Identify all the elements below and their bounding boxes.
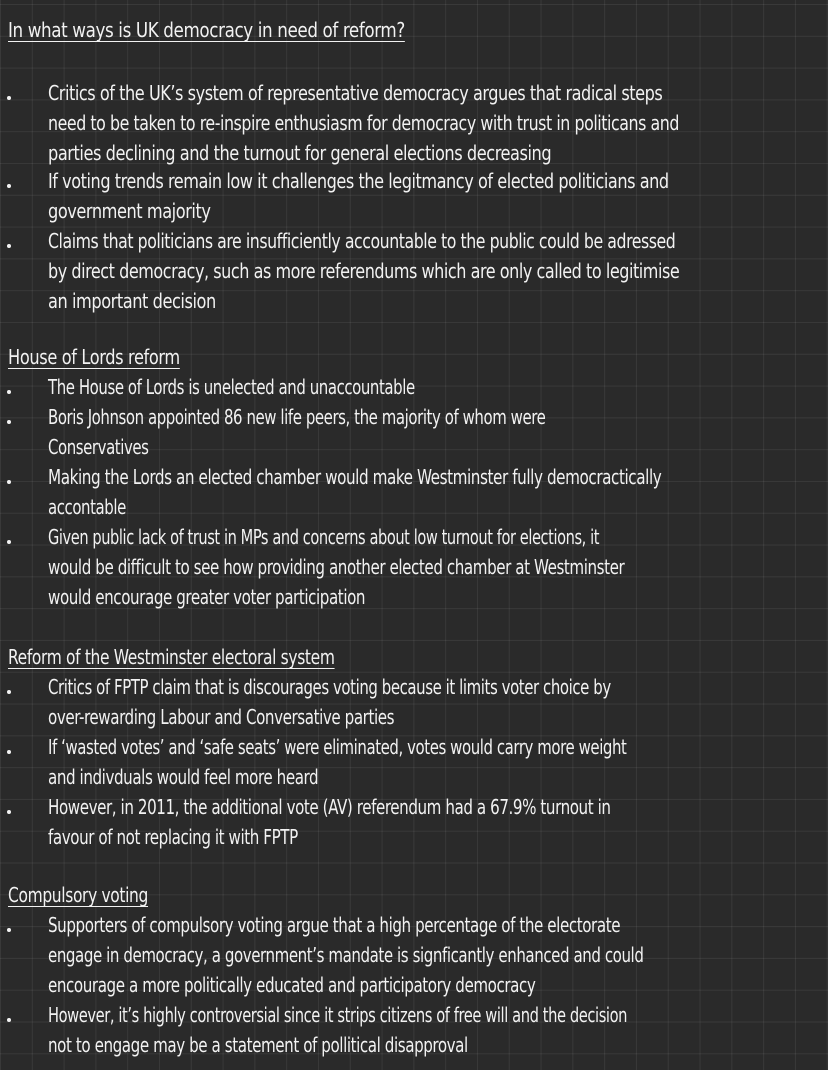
bullet-dot-icon <box>7 390 11 394</box>
bullet-line: accontable <box>48 495 126 519</box>
bullet-line: Conservatives <box>48 435 149 459</box>
bullet-dot-icon <box>7 480 11 484</box>
bullet-line: The House of Lords is unelected and unaccountable <box>48 375 415 399</box>
bullet-line: would be difficult to see how providing another elected chamber at Westminster <box>48 555 625 579</box>
bullet-line: Supporters of compulsory voting argue that a high percentage of the electorate <box>48 913 621 937</box>
bullet-line: parties declining and the turnout for general elections decreasing <box>48 141 552 165</box>
bullet-line: an important decision <box>48 289 216 313</box>
bullet-line: Critics of FPTP claim that is discourages voting because it limits voter choice by <box>48 675 611 699</box>
bullet-line: Claims that politicians are insufficiently accountable to the public could be adressed <box>48 229 676 253</box>
section-heading: Compulsory voting <box>8 883 149 907</box>
bullet-line: over-rewarding Labour and Conversative parties <box>48 705 395 729</box>
section-heading: Reform of the Westminster electoral system <box>8 645 335 669</box>
bullet-line: However, it’s highly controversial since it strips citizens of free will and the decision <box>48 1003 628 1027</box>
bullet-dot-icon <box>7 420 11 424</box>
bullet-line: and indivduals would feel more heard <box>48 765 319 789</box>
bullet-dot-icon <box>7 244 11 248</box>
bullet-line: However, in 2011, the additional vote (AV) referendum had a 67.9% turnout in <box>48 795 611 819</box>
bullet-line: Critics of the UK’s system of representative democracy argues that radical steps <box>48 81 663 105</box>
bullet-dot-icon <box>7 750 11 754</box>
section-heading: House of Lords reform <box>8 345 180 369</box>
section-heading: In what ways is UK democracy in need of reform? <box>8 18 405 42</box>
bullet-dot-icon <box>7 540 11 544</box>
bullet-dot-icon <box>7 810 11 814</box>
bullet-line: If voting trends remain low it challenges the legitmancy of elected politicians and <box>48 169 669 193</box>
bullet-line: engage in democracy, a government’s mandate is signficantly enhanced and could <box>48 943 644 967</box>
bullet-line: If ‘wasted votes’ and ‘safe seats’ were eliminated, votes would carry more weight <box>48 735 627 759</box>
bullet-line: government majority <box>48 199 211 223</box>
bullet-line: by direct democracy, such as more referendums which are only called to legitimise <box>48 259 680 283</box>
bullet-line: favour of not replacing it with FPTP <box>48 825 298 849</box>
bullet-line: Making the Lords an elected chamber would make Westminster fully democractically <box>48 465 662 489</box>
bullet-dot-icon <box>7 1018 11 1022</box>
bullet-line: encourage a more politically educated and participatory democracy <box>48 973 536 997</box>
bullet-line: Given public lack of trust in MPs and concerns about low turnout for elections, it <box>48 525 600 549</box>
bullet-line: need to be taken to re-inspire enthusiasm for democracy with trust in politicans and <box>48 111 680 135</box>
bullet-line: Boris Johnson appointed 86 new life peers, the majority of whom were <box>48 405 546 429</box>
bullet-dot-icon <box>7 690 11 694</box>
bullet-dot-icon <box>7 184 11 188</box>
bullet-dot-icon <box>7 96 11 100</box>
bullet-dot-icon <box>7 928 11 932</box>
bullet-line: not to engage may be a statement of pollitical disapproval <box>48 1033 468 1057</box>
bullet-line: would encourage greater voter participation <box>48 585 366 609</box>
